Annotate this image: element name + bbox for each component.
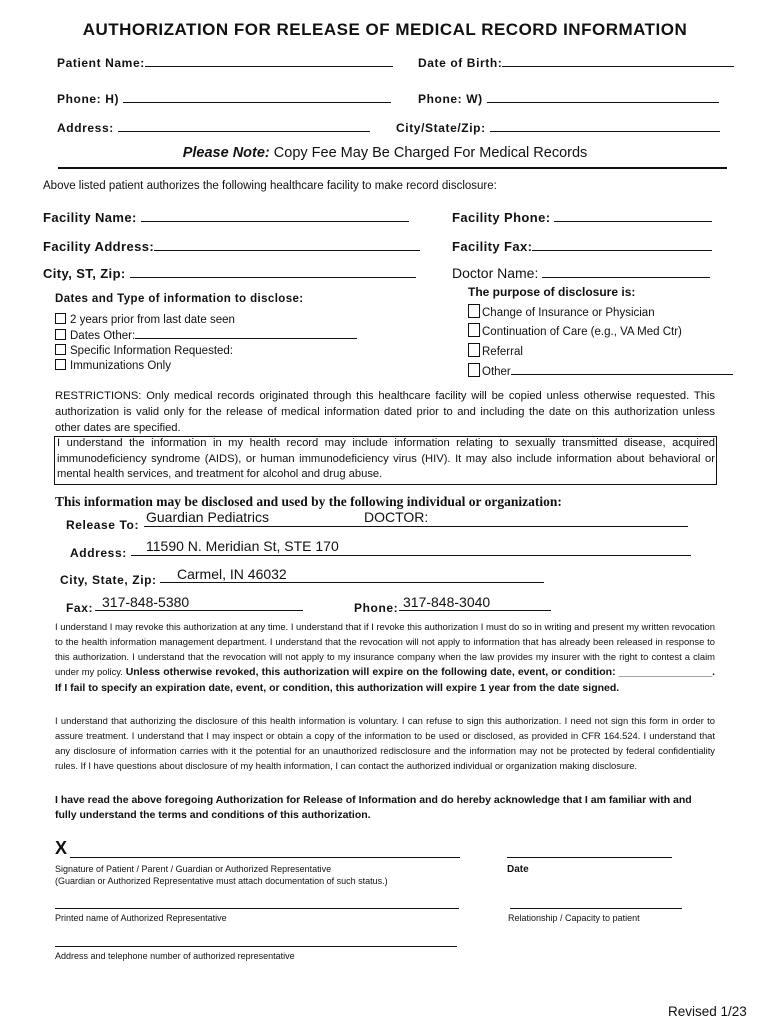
divider	[58, 167, 727, 169]
release-to-label: Release To:	[66, 518, 140, 532]
please-note-label: Please Note:	[182, 145, 270, 161]
facility-phone-label: Facility Phone:	[452, 210, 551, 225]
phone-home-row	[57, 90, 391, 106]
checkbox[interactable]	[468, 363, 480, 377]
doctor-name-label: Doctor Name:	[452, 265, 539, 281]
facility-fax-field[interactable]	[532, 238, 712, 251]
form-title: AUTHORIZATION FOR RELEASE OF MEDICAL RECORD INFORMATION	[82, 20, 688, 39]
release-city-field[interactable]	[160, 582, 544, 583]
release-phone-label: Phone:	[354, 601, 399, 615]
release-to-field[interactable]	[144, 526, 688, 527]
facility-phone-field[interactable]	[554, 209, 712, 222]
voluntary-text: I understand that authorizing the disclosure of this health information is voluntary. I can refuse to sign this authorization. I need not sign this form in order to assure treatment. I understand that I may inspect or obtain a copy of the information to be used or disclosed, as provided in CFR 164.524. I understand that any disclosure of information carries with it the potential for an unauthorized redisclosure and the information may not be protected by federal confidentiality rules. If I have questions about disclosure of my health information, I can contact the authorized individual or organization making disclosure.	[55, 715, 715, 771]
signature-x-mark: X	[55, 838, 68, 858]
facility-city-label: City, ST, Zip:	[43, 266, 126, 281]
purpose-other[interactable]	[468, 363, 733, 378]
restrictions-text: RESTRICTIONS: Only medical records originated through this healthcare facility will be copied unless otherwise requested. This authorization is valid only for the release of medical information dated prior to and including the date on this authorization unless other dates are specified.	[55, 390, 715, 434]
release-address-value: 11590 N. Meridian St, STE 170	[146, 538, 339, 554]
address-row	[57, 119, 370, 135]
dob-row	[418, 54, 734, 70]
option-label: 2 years prior from last date seen	[70, 314, 235, 326]
revoke-expire-text: Unless otherwise revoked, this authorization will expire on the following date, event, or condition: ________________.	[125, 666, 716, 678]
release-fax-value: 317-848-5380	[102, 594, 190, 610]
city-state-zip-label: City/State/Zip:	[396, 121, 486, 135]
facility-fax-row	[452, 238, 712, 254]
purpose-change-insurance[interactable]	[468, 304, 655, 319]
option-label: Other	[482, 366, 511, 378]
purpose-other-field[interactable]	[511, 364, 733, 375]
phone-work-label: Phone: W)	[418, 92, 483, 106]
facility-name-label: Facility Name:	[43, 210, 137, 225]
option-label: Immunizations Only	[70, 360, 171, 372]
checkbox[interactable]	[468, 323, 480, 337]
option-specific-info[interactable]	[55, 344, 233, 357]
patient-name-field[interactable]	[145, 54, 393, 67]
facility-address-label: Facility Address:	[43, 239, 155, 254]
facility-city-row	[43, 265, 416, 281]
dob-field[interactable]	[502, 54, 734, 67]
signature-label: Signature of Patient / Parent / Guardian or Authorized Representative	[55, 864, 332, 874]
purpose-continuation[interactable]	[468, 323, 682, 338]
checkbox[interactable]	[55, 344, 66, 355]
city-state-zip-field[interactable]	[490, 119, 720, 132]
purpose-referral[interactable]	[468, 343, 523, 358]
checkbox[interactable]	[55, 313, 66, 324]
address-label: Address:	[57, 121, 114, 135]
address-field[interactable]	[118, 119, 370, 132]
signature-line[interactable]	[70, 857, 460, 858]
facility-city-field[interactable]	[130, 265, 416, 278]
rep-address-line[interactable]	[55, 946, 457, 947]
facility-address-row	[43, 238, 420, 254]
revoke-paragraph	[55, 619, 715, 696]
release-address-label: Address:	[70, 546, 127, 560]
intro-text: Above listed patient authorizes the following healthcare facility to make record disclosure:	[43, 180, 497, 192]
please-note-text: Copy Fee May Be Charged For Medical Records	[273, 145, 588, 161]
doctor-name-row	[452, 265, 710, 281]
please-note	[0, 145, 770, 161]
rep-address-label: Address and telephone number of authorized representative	[55, 951, 295, 961]
hiv-notice-text: I understand the information in my health record may include information relating to sexually transmitted disease, acquired immunodeficiency syndrome (AIDS), or human immunodeficiency virus (HIV). It may also include information about behavioral or mental health services, and treatment for alcohol and drug abuse.	[57, 437, 715, 480]
printed-name-label: Printed name of Authorized Representative	[55, 913, 227, 923]
printed-name-line[interactable]	[55, 908, 459, 909]
date-line[interactable]	[507, 857, 672, 858]
option-immunizations[interactable]	[55, 359, 171, 372]
release-doctor-label: DOCTOR:	[364, 509, 429, 525]
checkbox[interactable]	[55, 359, 66, 370]
relationship-line[interactable]	[510, 908, 682, 909]
revised-date: Revised 1/23	[668, 1004, 747, 1019]
facility-name-row	[43, 209, 409, 225]
facility-fax-label: Facility Fax:	[452, 239, 533, 254]
checkbox[interactable]	[468, 304, 480, 318]
patient-name-row	[57, 54, 393, 70]
purpose-heading: The purpose of disclosure is:	[468, 285, 636, 299]
release-fax-field[interactable]	[95, 610, 303, 611]
dates-type-heading: Dates and Type of information to disclose:	[55, 293, 304, 305]
patient-name-label: Patient Name:	[57, 56, 145, 70]
checkbox[interactable]	[55, 329, 66, 340]
phone-home-label: Phone: H)	[57, 92, 120, 106]
phone-home-field[interactable]	[123, 90, 391, 103]
release-address-field[interactable]	[131, 555, 691, 556]
signature-note: (Guardian or Authorized Representative must attach documentation of such status.)	[55, 876, 388, 886]
release-phone-value: 317-848-3040	[403, 594, 491, 610]
checkbox[interactable]	[468, 343, 480, 357]
option-label: Change of Insurance or Physician	[482, 307, 655, 319]
doctor-name-field[interactable]	[542, 265, 710, 278]
option-dates-other[interactable]	[55, 328, 357, 342]
option-label: Continuation of Care (e.g., VA Med Ctr)	[482, 326, 682, 338]
date-label: Date	[507, 864, 529, 875]
option-label: Specific Information Requested:	[70, 345, 234, 357]
acknowledge-text: I have read the above foregoing Authorization for Release of Information and do hereby acknowledge that I am familiar with and fully understand the terms and conditions of this authorization.	[55, 794, 692, 821]
release-to-value: Guardian Pediatrics	[146, 509, 269, 525]
revoke-text: I understand I may revoke this authorization at any time. I understand that if I revoke this authorization I must do so in writing and present my written revocation to the health information management department. I understand that the revocation will not apply to information that has already been released in response to this authorization. I understand that the revocation will not apply to my insurance company when the law provides my insurer with the right to contest a claim under my policy.	[55, 621, 715, 677]
relationship-label: Relationship / Capacity to patient	[508, 913, 640, 923]
option-2-years[interactable]	[55, 313, 235, 326]
facility-address-field[interactable]	[154, 238, 420, 251]
release-phone-field[interactable]	[399, 610, 551, 611]
facility-phone-row	[452, 209, 712, 225]
city-state-zip-row	[396, 119, 720, 135]
option-label: Referral	[482, 346, 523, 358]
facility-name-field[interactable]	[141, 209, 409, 222]
release-city-value: Carmel, IN 46032	[177, 566, 287, 582]
phone-work-field[interactable]	[487, 90, 719, 103]
dates-other-field[interactable]	[135, 328, 357, 339]
release-heading: This information may be disclosed and used by the following individual or organization:	[55, 494, 562, 509]
release-city-label: City, State, Zip:	[60, 573, 157, 587]
option-label: Dates Other:	[70, 330, 136, 342]
phone-work-row	[418, 90, 719, 106]
revoke-default-expire-text: If I fail to specify an expiration date, event, or condition, this authorization will expire 1 year from the date signed.	[55, 682, 620, 694]
release-fax-label: Fax:	[66, 601, 94, 615]
dob-label: Date of Birth:	[418, 56, 503, 70]
